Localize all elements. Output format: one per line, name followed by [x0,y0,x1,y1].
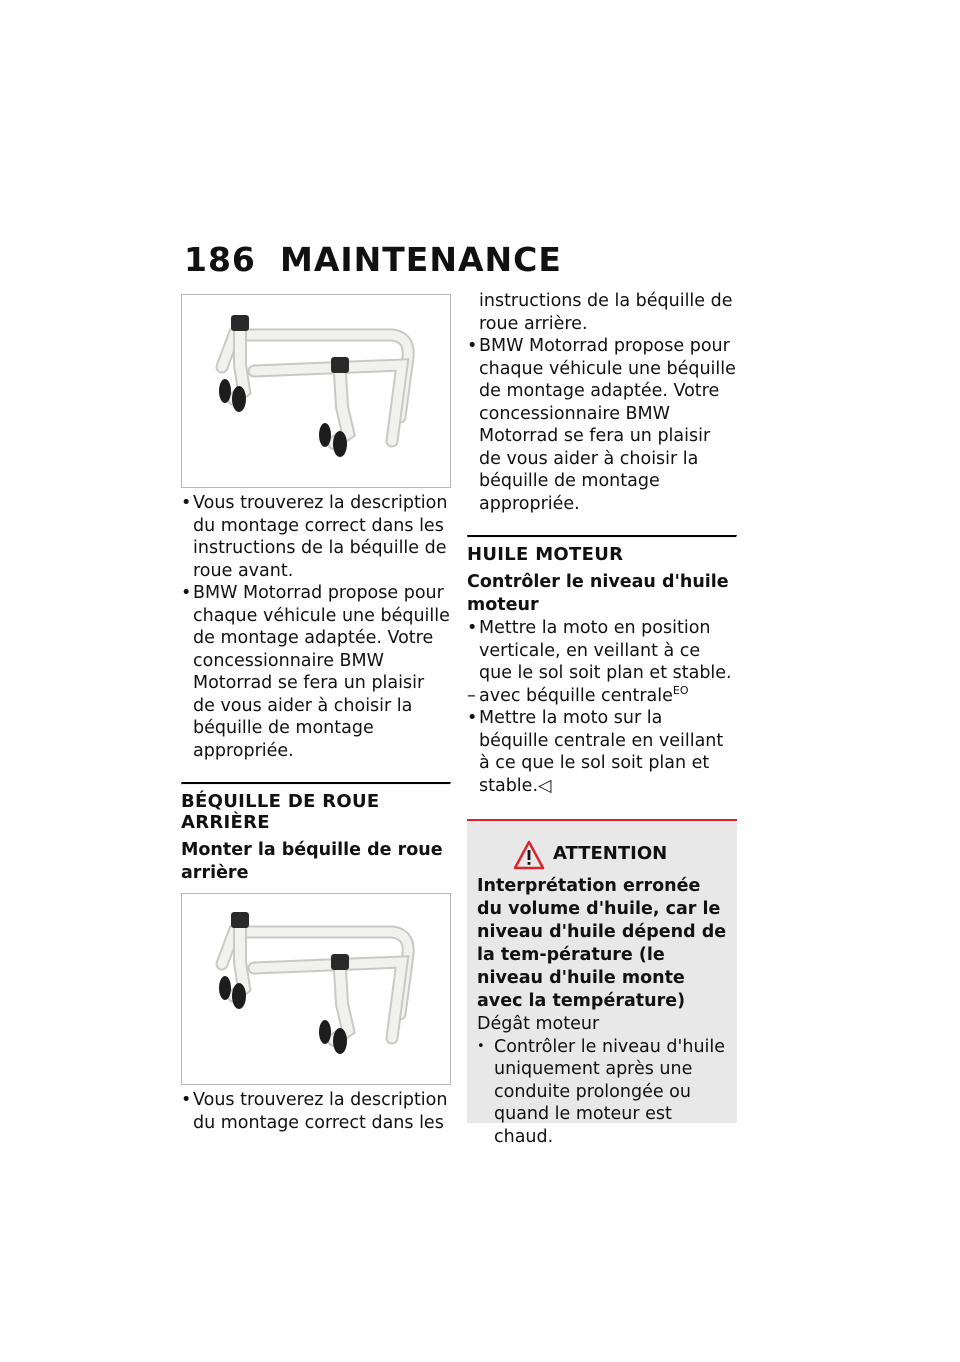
subsection-title-check-oil: Contrôler le niveau d'huile moteur [467,572,729,615]
condition-superscript: EO [672,683,689,697]
warning-header [477,839,727,875]
bullet-front-bmw: • BMW Motorrad propose pour chaque véhicule une béquille de montage adaptée. Votre concessionnaire BMW Motorrad se fera un plaisir de vous aider à choisir la béquille de montage appropriée. [181,582,451,762]
warning-bullet: • Contrôler le niveau d'huile uniquement après une conduite prolongée ou quand le moteur est chaud. [477,1036,727,1149]
warning-box [467,819,737,1147]
subsection-title-mount-rear: Monter la béquille de roue arrière [181,840,443,883]
section-title-rear-stand: BÉQUILLE DE ROUE ARRIÈRE [181,791,380,833]
condition-line [467,685,737,708]
step-vertical-position: • Mettre la moto en position verticale, en veillant à ce que le sol soit plan et stable. [467,617,737,685]
page-title: MAINTENANCE [280,240,562,279]
bullet-front-description: • Vous trouverez la description du montage correct dans les instructions de la béquille de roue avant. [181,492,451,582]
step-center-stand-text: Mettre la moto sur la béquille centrale en veillant à ce que le sol soit plan et stable. [479,708,724,796]
dash-mark: – [467,685,476,706]
bullet-rear-bmw: • BMW Motorrad propose pour chaque véhicule une béquille de montage adaptée. Votre concessionnaire BMW Motorrad se fera un plaisir de vous aider à choisir la béquille de montage appropriée. [467,335,737,515]
section-title-engine-oil: HUILE MOTEUR [467,544,624,565]
page-number: 186 [184,240,256,279]
warning-consequence: Dégât moteur [477,1014,600,1034]
front-wheel-stand-image [181,294,451,488]
warning-triangle-icon [513,839,545,875]
condition-text: avec béquille centrale [479,685,673,706]
page-header [184,240,562,279]
step-center-stand [467,707,737,797]
warning-heading: ATTENTION [553,843,668,864]
right-column [467,290,737,1147]
warning-title: Interprétation erronée du volume d'huile, car le niveau d'huile dépend de la tem-pérature (le niveau d'huile monte avec la température) [477,876,727,1011]
bullet-rear-description: • Vous trouverez la description du montage correct dans les [181,1089,451,1134]
left-column [181,294,451,1134]
end-mark: ◁ [538,775,552,796]
rear-wheel-stand-image [181,893,451,1085]
continued-text: instructions de la béquille de roue arrière. [479,291,733,334]
